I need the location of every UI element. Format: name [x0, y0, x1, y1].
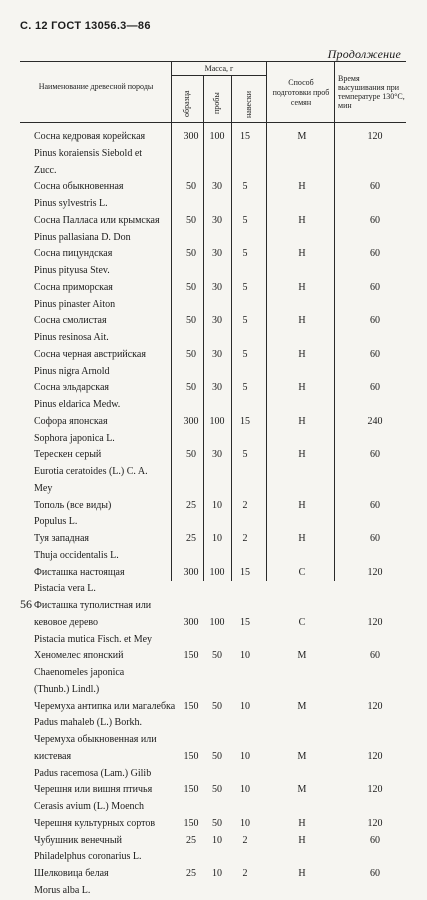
table-row: [20, 816, 410, 833]
cell-name: Сосна кедровая корейская: [34, 131, 146, 142]
cell-name: Сосна черная австрийская: [34, 348, 146, 360]
cell-method: М: [297, 750, 307, 762]
cell-method: М: [297, 700, 307, 712]
column-header-sample: образца: [182, 90, 191, 117]
cell-name: Pistacia vera L.: [34, 583, 96, 595]
cell-drying-time: 60: [370, 868, 380, 879]
cell-probe-mass: 100: [209, 131, 225, 142]
cell-weighed-mass: 15: [240, 131, 250, 142]
cell-sample-mass: 150: [183, 650, 199, 662]
table-row: [20, 715, 410, 732]
cell-weighed-mass: 5: [242, 348, 248, 360]
cell-method: Н: [298, 281, 306, 293]
cell-sample-mass: 300: [183, 616, 199, 628]
cell-name: Thuja occidentalis L.: [34, 549, 119, 561]
cell-name: Philadelphus coronarius L.: [34, 851, 142, 863]
table-row: [20, 866, 410, 883]
table-row: [20, 146, 410, 163]
cell-method: Н: [298, 817, 306, 829]
cell-name: Терескен серый: [34, 449, 102, 461]
cell-probe-mass: 30: [212, 281, 222, 293]
cell-probe-mass: 50: [212, 750, 222, 762]
column-header-mass: Масса, г: [204, 64, 234, 73]
cell-sample-mass: 25: [186, 868, 196, 879]
cell-name: Сосна пицундская: [34, 248, 113, 260]
cell-method: Н: [298, 214, 306, 226]
cell-name: кевовое дерево: [34, 616, 99, 628]
cell-name: Тополь (все виды): [34, 499, 112, 511]
cell-name: Pinus sylvestris L.: [34, 198, 108, 209]
cell-weighed-mass: 10: [240, 817, 250, 829]
table-row: [20, 414, 410, 431]
cell-name: Mey: [34, 482, 53, 494]
table-row: [20, 481, 410, 498]
table-row: [20, 213, 410, 230]
cell-sample-mass: 50: [186, 281, 196, 293]
cell-name: (Thunb.) Lindl.): [34, 683, 100, 695]
cell-probe-mass: 10: [212, 533, 222, 544]
cell-name: Сосна смолистая: [34, 315, 107, 327]
cell-name: Chaenomeles japonica: [34, 667, 125, 678]
cell-name: Zucc.: [34, 164, 57, 176]
cell-weighed-mass: 10: [240, 700, 250, 712]
cell-name: Сосна эльдарская: [34, 382, 110, 394]
cell-sample-mass: 50: [186, 348, 196, 360]
cell-name: Pinus nigra Arnold: [34, 365, 110, 377]
cell-name: Pinus resinosa Ait.: [34, 332, 109, 343]
cell-weighed-mass: 5: [242, 214, 248, 226]
cell-weighed-mass: 5: [242, 382, 248, 394]
cell-drying-time: 120: [367, 750, 383, 762]
cell-drying-time: 60: [370, 834, 380, 846]
cell-name: Черемуха обыкновенная или: [34, 734, 157, 745]
table-row: [20, 632, 410, 649]
cell-drying-time: 60: [370, 315, 380, 327]
cell-name: Сосна Палласа или крымская: [34, 214, 160, 226]
cell-weighed-mass: 15: [240, 566, 250, 578]
table-row: [20, 682, 410, 699]
cell-weighed-mass: 10: [240, 750, 250, 762]
cell-weighed-mass: 10: [240, 784, 250, 796]
cell-method: Н: [298, 415, 306, 427]
table-row: [20, 849, 410, 866]
cell-weighed-mass: 2: [242, 533, 248, 544]
cell-sample-mass: 150: [183, 817, 199, 829]
cell-drying-time: 60: [370, 533, 380, 544]
cell-probe-mass: 50: [212, 817, 222, 829]
cell-name: Черешня или вишня птичья: [34, 784, 153, 796]
cell-name: Фисташка настоящая: [34, 566, 125, 578]
cell-sample-mass: 300: [183, 566, 199, 578]
table-row: [20, 665, 410, 682]
cell-name: Pinus koraiensis Siebold et: [34, 147, 143, 159]
table-row: [20, 732, 410, 749]
cell-method: Н: [298, 868, 306, 879]
cell-weighed-mass: 15: [240, 415, 250, 427]
cell-method: М: [297, 131, 307, 142]
column-header-name: Наименование древесной породы: [38, 82, 154, 91]
cell-name: Хеномелес японский: [34, 650, 124, 662]
cell-name: Черемуха антипка или магалебка: [34, 700, 176, 712]
cell-probe-mass: 10: [212, 834, 222, 846]
table-row: [20, 464, 410, 481]
cell-probe-mass: 100: [209, 566, 225, 578]
cell-sample-mass: 50: [186, 449, 196, 461]
cell-sample-mass: 50: [186, 214, 196, 226]
cell-name: Шелковица белая: [34, 868, 109, 879]
table-row: [20, 297, 410, 314]
table-row: [20, 598, 410, 615]
cell-sample-mass: 25: [186, 499, 196, 511]
table-row: [20, 431, 410, 448]
table-row: [20, 364, 410, 381]
cell-name: Populus L.: [34, 516, 78, 528]
cell-method: Н: [298, 382, 306, 394]
cell-method: С: [298, 616, 306, 628]
cell-name: Pistacia mutica Fisch. et Mey: [34, 633, 153, 645]
cell-name: Сосна обыкновенная: [34, 181, 124, 193]
table-row: [20, 615, 410, 632]
cell-sample-mass: 150: [183, 784, 199, 796]
cell-name: Pinus pityusa Stev.: [34, 265, 110, 276]
cell-name: Morus alba L.: [34, 884, 91, 896]
cell-drying-time: 60: [370, 281, 380, 293]
cell-drying-time: 120: [367, 817, 383, 829]
table-row: [20, 514, 410, 531]
cell-sample-mass: 25: [186, 533, 196, 544]
cell-name: Pinus pinaster Aiton: [34, 298, 116, 310]
cell-drying-time: 60: [370, 348, 380, 360]
table-row: [20, 548, 410, 565]
table-row: [20, 330, 410, 347]
cell-probe-mass: 30: [212, 181, 222, 193]
cell-weighed-mass: 10: [240, 650, 250, 662]
cell-drying-time: 120: [367, 616, 383, 628]
cell-method: Н: [298, 181, 306, 193]
table-row: [20, 129, 410, 146]
cell-probe-mass: 50: [212, 700, 222, 712]
cell-probe-mass: 30: [212, 382, 222, 394]
cell-method: Н: [298, 348, 306, 360]
cell-drying-time: 60: [370, 382, 380, 394]
cell-drying-time: 120: [367, 700, 383, 712]
table-row: [20, 648, 410, 665]
table-row: [20, 380, 410, 397]
table-row: [20, 565, 410, 582]
page-header: С. 12 ГОСТ 13056.3—86: [20, 20, 151, 32]
cell-name: Фисташка туполистная или: [34, 600, 152, 611]
cell-method: С: [298, 566, 306, 578]
cell-probe-mass: 30: [212, 348, 222, 360]
cell-sample-mass: 50: [186, 315, 196, 327]
cell-probe-mass: 30: [212, 315, 222, 327]
table-row: [20, 246, 410, 263]
table-row: [20, 230, 410, 247]
table-row: [20, 782, 410, 799]
cell-name: Eurotia ceratoides (L.) C. A.: [34, 466, 148, 477]
cell-name: Pinus pallasiana D. Don: [34, 231, 131, 243]
cell-drying-time: 120: [367, 784, 383, 796]
cell-drying-time: 60: [370, 214, 380, 226]
cell-probe-mass: 30: [212, 248, 222, 260]
header-bottom-border: [20, 122, 406, 123]
table-row: [20, 749, 410, 766]
cell-weighed-mass: 2: [242, 834, 248, 846]
column-header-weighed: навески: [244, 90, 253, 118]
cell-sample-mass: 50: [186, 248, 196, 260]
cell-probe-mass: 100: [209, 415, 225, 427]
cell-name: Sophora japonica L.: [34, 432, 115, 444]
table-top-border: [20, 61, 406, 62]
cell-probe-mass: 30: [212, 214, 222, 226]
cell-weighed-mass: 5: [242, 315, 248, 327]
cell-weighed-mass: 5: [242, 281, 248, 293]
column-header-probe: пробы: [212, 92, 221, 114]
cell-sample-mass: 50: [186, 382, 196, 394]
cell-weighed-mass: 5: [242, 449, 248, 461]
cell-weighed-mass: 5: [242, 248, 248, 260]
table-row: [20, 581, 410, 598]
cell-name: Чубушник венечный: [34, 834, 122, 846]
cell-probe-mass: 10: [212, 868, 222, 879]
cell-drying-time: 60: [370, 449, 380, 461]
cell-drying-time: 120: [367, 131, 383, 142]
table-row: [20, 799, 410, 816]
table-body: [20, 129, 410, 900]
cell-method: Н: [298, 533, 306, 544]
page-number: 56: [20, 597, 32, 611]
cell-method: Н: [298, 248, 306, 260]
cell-name: Cerasis avium (L.) Moench: [34, 801, 144, 812]
cell-sample-mass: 25: [186, 834, 196, 846]
cell-method: Н: [298, 315, 306, 327]
cell-sample-mass: 300: [183, 131, 199, 142]
cell-name: Черешня культурных сортов: [34, 817, 156, 829]
cell-weighed-mass: 2: [242, 499, 248, 511]
cell-name: Сосна приморская: [34, 281, 113, 293]
table-row: [20, 883, 410, 900]
cell-drying-time: 60: [370, 248, 380, 260]
table-row: [20, 280, 410, 297]
table-row: [20, 163, 410, 180]
cell-name: Софора японская: [34, 415, 108, 427]
column-header-time: Время высушивания при температуре 130°С, мин: [338, 74, 405, 110]
table-row: [20, 347, 410, 364]
cell-drying-time: 60: [370, 181, 380, 193]
cell-probe-mass: 10: [212, 499, 222, 511]
cell-probe-mass: 30: [212, 449, 222, 461]
cell-sample-mass: 150: [183, 700, 199, 712]
table-row: [20, 531, 410, 548]
continuation-label: Продолжение: [327, 47, 401, 61]
table-row: [20, 196, 410, 213]
cell-weighed-mass: 2: [242, 868, 248, 879]
cell-method: Н: [298, 834, 306, 846]
table-row: [20, 833, 410, 850]
cell-sample-mass: 50: [186, 181, 196, 193]
cell-name: Pinus eldarica Medw.: [34, 399, 121, 410]
mass-subheader-line: [172, 75, 266, 76]
cell-weighed-mass: 5: [242, 181, 248, 193]
cell-method: Н: [298, 499, 306, 511]
cell-name: Padus mahaleb (L.) Borkh.: [34, 717, 143, 729]
table-row: [20, 447, 410, 464]
cell-method: Н: [298, 449, 306, 461]
cell-name: кистевая: [34, 750, 72, 762]
cell-name: Туя западная: [34, 533, 89, 544]
cell-probe-mass: 50: [212, 784, 222, 796]
cell-drying-time: 60: [370, 650, 380, 662]
cell-weighed-mass: 15: [240, 616, 250, 628]
table-row: [20, 397, 410, 414]
table-row: [20, 179, 410, 196]
cell-drying-time: 120: [367, 566, 383, 578]
table-row: [20, 498, 410, 515]
table-row: [20, 263, 410, 280]
cell-drying-time: 240: [367, 415, 383, 427]
cell-name: Padus racemosa (Lam.) Gilib: [34, 767, 152, 779]
table-row: [20, 699, 410, 716]
table-row: [20, 766, 410, 783]
cell-drying-time: 60: [370, 499, 380, 511]
cell-sample-mass: 300: [183, 415, 199, 427]
cell-method: М: [297, 784, 307, 796]
cell-sample-mass: 150: [183, 750, 199, 762]
cell-probe-mass: 50: [212, 650, 222, 662]
cell-probe-mass: 100: [209, 616, 225, 628]
column-header-method: Способ подготовки проб семян: [272, 78, 330, 107]
table-row: [20, 313, 410, 330]
cell-method: М: [297, 650, 307, 662]
